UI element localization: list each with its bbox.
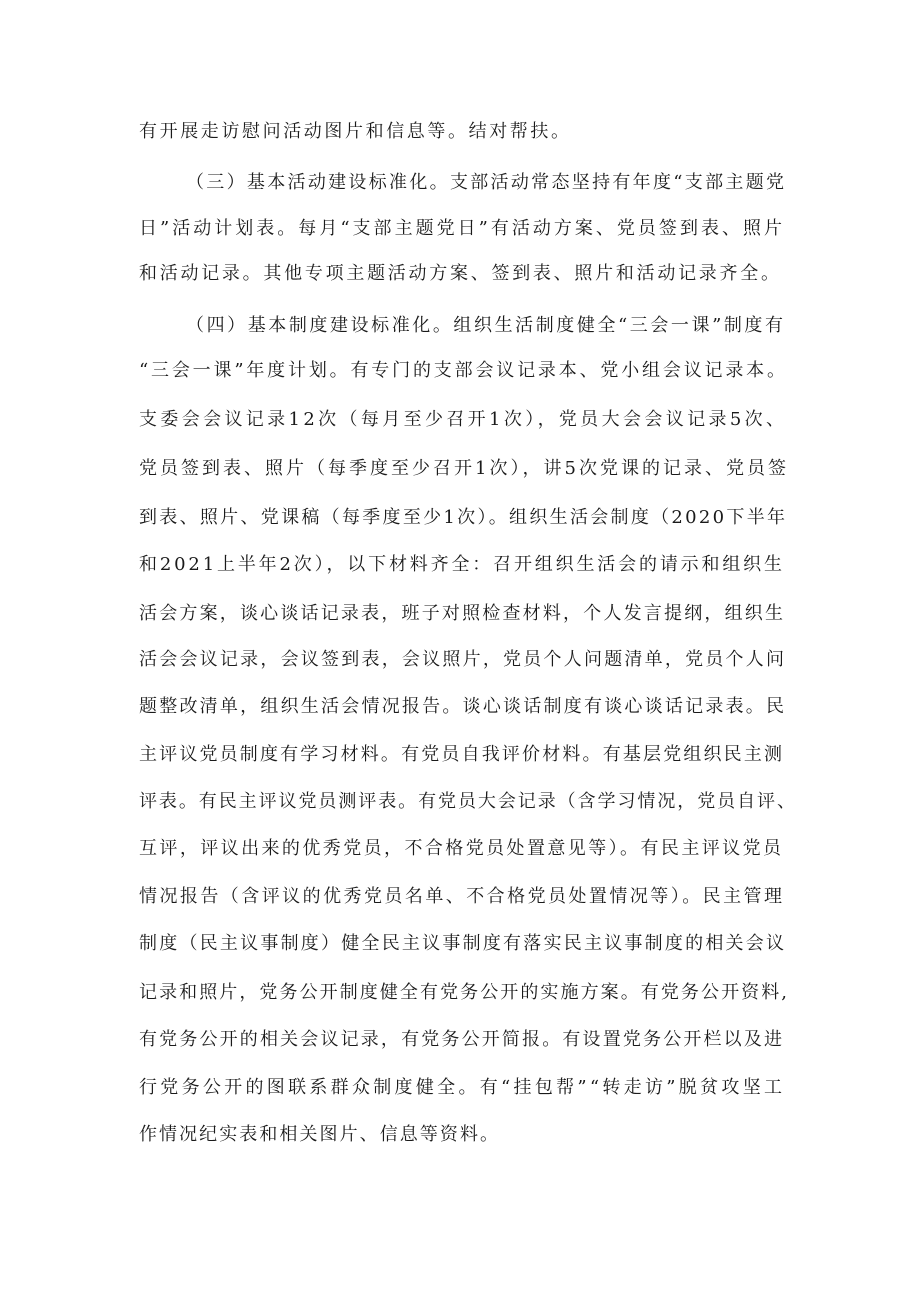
paragraph-line: 和2021上半年2次），以下材料齐全：召开组织生活会的请示和组织生 bbox=[139, 554, 785, 575]
paragraph-line: 作情况纪实表和相关图片、信息等资料。 bbox=[139, 1124, 501, 1145]
paragraph-line: 互评，评议出来的优秀党员，不合格党员处置意见等）。有民主评议党员 bbox=[139, 838, 784, 859]
paragraph-line: 有党务公开的相关会议记录，有党务公开简报。有设置党务公开栏以及进 bbox=[139, 1029, 785, 1050]
paragraph-line: 有开展走访慰问活动图片和信息等。结对帮扶。 bbox=[139, 121, 572, 142]
paragraph-line: 行党务公开的图联系群众制度健全。有“挂包帮”“转走访”脱贫攻坚工 bbox=[139, 1077, 786, 1098]
paragraph-line: 评表。有民主评议党员测评表。有党员大会记录（含学习情况，党员自评、 bbox=[139, 791, 797, 812]
paragraph-line: 党员签到表、照片（每季度至少召开1次），讲5次党课的记录、党员签 bbox=[139, 458, 789, 479]
paragraph-line: 情况报告（含评议的优秀党员名单、不合格党员处置情况等）。民主管理 bbox=[139, 886, 785, 907]
paragraph-line: 活会方案，谈心谈话记录表，班子对照检查材料，个人发言提纲，组织生 bbox=[139, 603, 786, 624]
paragraph-line: 活会会议记录，会议签到表，会议照片，党员个人问题清单，党员个人问 bbox=[139, 649, 787, 670]
paragraph-line: 记录和照片，党务公开制度健全有党务公开的实施方案。有党务公开资料, bbox=[139, 982, 790, 1003]
paragraph-line: 和活动记录。其他专项主题活动方案、签到表、照片和活动记录齐全。 bbox=[139, 263, 782, 284]
paragraph-line: 制度（民主议事制度）健全民主议事制度有落实民主议事制度的相关会议 bbox=[139, 933, 787, 954]
paragraph-line: 题整改清单，组织生活会情况报告。谈心谈话制度有谈心谈话记录表。民 bbox=[139, 696, 787, 717]
paragraph-line: （四）基本制度建设标准化。组织生活制度健全“三会一课”制度有 bbox=[186, 315, 786, 336]
paragraph-line: 支委会会议记录12次（每月至少召开1次），党员大会会议记录5次、 bbox=[139, 409, 788, 430]
paragraph-line: 日”活动计划表。每月“支部主题党日”有活动方案、党员签到表、照片 bbox=[139, 218, 786, 239]
paragraph-line: （三）基本活动建设标准化。支部活动常态坚持有年度“支部主题党 bbox=[186, 172, 787, 193]
paragraph-line: 到表、照片、党课稿（每季度至少1次）。组织生活会制度（2020下半年 bbox=[139, 507, 788, 528]
paragraph-line: “三会一课”年度计划。有专门的支部会议记录本、党小组会议记录本。 bbox=[139, 360, 788, 381]
paragraph-line: 主评议党员制度有学习材料。有党员自我评价材料。有基层党组织民主测 bbox=[139, 744, 785, 765]
